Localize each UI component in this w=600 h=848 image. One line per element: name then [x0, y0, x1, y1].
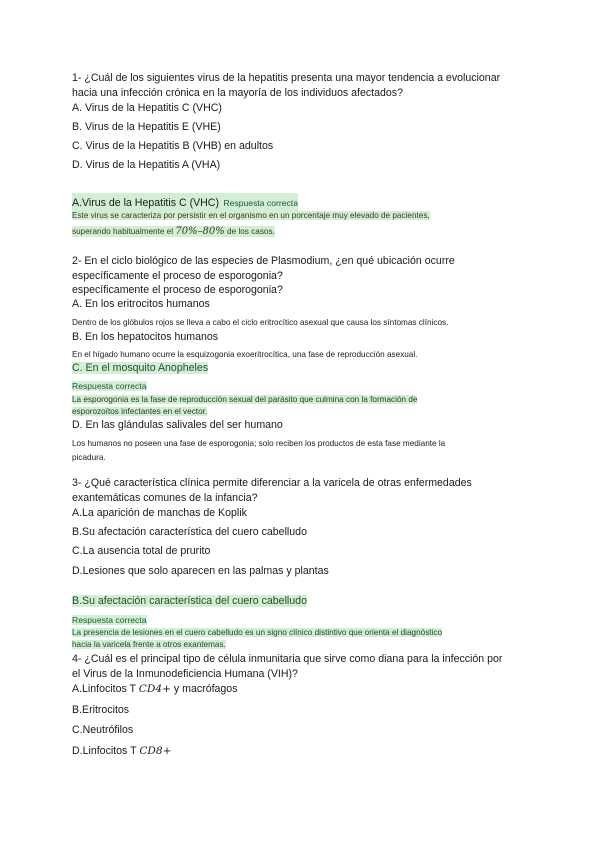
q4-option-d-prefix: D.Linfocitos T — [72, 745, 140, 757]
q2-option-a: A. En los eritrocitos humanos — [72, 298, 210, 310]
q1-option-b: B. Virus de la Hepatitis E (VHE) — [72, 121, 221, 133]
q1-option-d: D. Virus de la Hepatitis A (VHA) — [72, 159, 221, 171]
q1-answer-line — [72, 193, 298, 211]
q2-option-d: D. En las glándulas salivales del ser humano — [72, 419, 283, 431]
q2-option-c-note2: esporozoítos infectantes en el vector. — [72, 407, 208, 416]
q4-option-c: C.Neutrófilos — [72, 724, 134, 736]
q2-option-d-note2: picadura. — [72, 453, 106, 462]
q2-option-c: C. En el mosquito Anopheles — [72, 362, 209, 374]
q2-question-line2: específicamente el proceso de esporogonia? — [72, 270, 283, 282]
q3-option-b: B.Su afectación característica del cuero cabelludo — [72, 526, 307, 538]
q2-question-line1: 2- En el ciclo biológico de las especies de Plasmodium, ¿en qué ubicación ocurre — [72, 255, 455, 267]
q1-answer: A.Virus de la Hepatitis C (VHC) — [72, 197, 219, 209]
q1-explanation-math: 70%–80% — [175, 226, 225, 237]
q3-option-d: D.Lesiones que solo aparecen en las palmas y plantas — [72, 565, 329, 577]
q3-option-c: C.La ausencia total de prurito — [72, 545, 211, 557]
q1-explanation-line1: Este virus se caracteriza por persistir en el organismo en un porcentaje muy elevado de pacientes, — [72, 211, 430, 220]
q2-option-b: B. En los hepatocitos humanos — [72, 331, 219, 343]
q1-question-line2: hacia una infección crónica en la mayoría de los individuos afectados? — [72, 87, 403, 99]
q4-option-a-math: CD4+ — [138, 683, 171, 695]
q3-question-line2: exantemáticas comunes de la infancia? — [72, 492, 258, 504]
q4-option-a — [72, 683, 238, 695]
q2-option-c-tag: Respuesta correcta — [72, 381, 147, 391]
q3-option-a: A.La aparición de manchas de Koplik — [72, 507, 247, 519]
q1-option-c: C. Virus de la Hepatitis B (VHB) en adultos — [72, 140, 274, 152]
q2-option-b-note: En el hígado humano ocurre la esquizogonia exoeritrocítica, una fase de reproducción asexual. — [72, 350, 418, 359]
q3-answer-tag: Respuesta correcta — [72, 615, 147, 625]
q4-option-a-prefix: A.Linfocitos T — [72, 683, 139, 695]
q1-option-a: A. Virus de la Hepatitis C (VHC) — [72, 102, 222, 114]
q2-option-c-note1: La esporogonia es la fase de reproducción sexual del parásito que culmina con la formación de — [72, 395, 418, 404]
q3-answer: B.Su afectación característica del cuero cabelludo — [72, 595, 307, 607]
q4-option-d-math: CD8+ — [139, 745, 172, 757]
q4-option-b: B.Eritrocitos — [72, 704, 130, 716]
q4-option-a-suffix: y macrófagos — [170, 683, 238, 695]
q1-explanation-prefix: superando habitualmente el — [72, 227, 176, 236]
q4-question-line2: el Virus de la Inmunodeficiencia Humana (VIH)? — [72, 668, 298, 680]
q1-answer-tag: Respuesta correcta — [223, 198, 298, 208]
q3-explanation-line1: La presencia de lesiones en el cuero cabelludo es un signo clínico distintivo que orienta el diagnóstico — [72, 628, 443, 637]
q3-explanation-line2: hacia la varicela frente a otros exantemas. — [72, 640, 226, 649]
q1-question-line1: 1- ¿Cuál de los siguientes virus de la hepatitis presenta una mayor tendencia a evolucionar — [72, 72, 501, 84]
q1-explanation-suffix: de los casos. — [224, 227, 275, 236]
q2-option-d-note1: Los humanos no poseen una fase de esporogonia; solo reciben los productos de esta fase mediante la — [72, 439, 446, 448]
q4-option-d — [72, 745, 172, 757]
q2-option-a-note: Dentro de los glóbulos rojos se lleva a cabo el ciclo eritrocítico asexual que causa los síntomas clínicos. — [72, 318, 449, 327]
q4-question-line1: 4- ¿Cuál es el principal tipo de célula inmunitaria que sirve como diana para la infección por — [72, 653, 503, 665]
q1-explanation-line2 — [72, 226, 275, 237]
q3-question-line1: 3- ¿Qué característica clínica permite diferenciar a la varicela de otras enfermedades — [72, 477, 472, 489]
q2-question-line3: específicamente el proceso de esporogonia? — [72, 284, 283, 296]
